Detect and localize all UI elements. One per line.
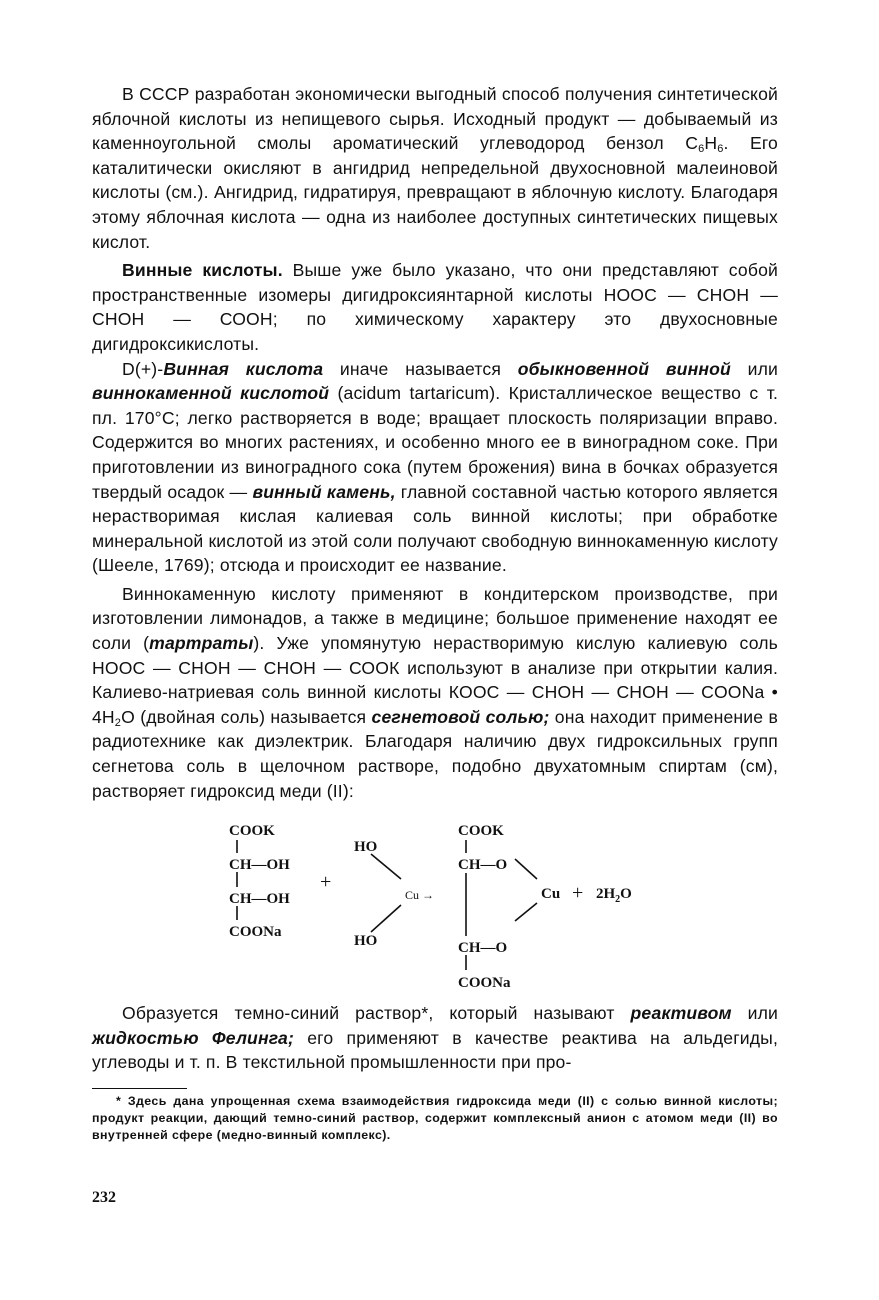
text-fragment: D(+)- <box>122 358 164 379</box>
text-fragment: Н <box>704 133 718 154</box>
paragraph-applications <box>92 582 778 803</box>
copper-complex: Cu <box>541 886 561 903</box>
paragraph-fehling <box>92 1001 778 1075</box>
text-fragment: его применяют в качестве реактива на альдегиды, углеводы и т. п. В текстильной промышленности при про- <box>92 1027 778 1073</box>
text-fragment: иначе называется <box>323 358 518 379</box>
text-fragment: О (двойная соль) называется <box>121 706 372 727</box>
left-ch-oh-2: CH—OH <box>229 891 290 908</box>
right-coona: COONa <box>458 975 511 992</box>
text-fragment: главной составной частью которого является нерастворимая кислая калиевая соль винной кислоты; при обработке минеральной кислотой из этой соли получают свободную виннокаменную кислоту (Шееле, 1769); отсюда и происходит ее название. <box>92 481 778 576</box>
right-cook: COOK <box>458 823 504 840</box>
text-fragment: ). Уже упомянутую нерастворимую кислую калиевую соль НООС — СНОН — СНОН — СООК используют в анализе при открытии калия. Калиево-натриевая соль винной кислоты КООС — СНОН — СНОН — COONa • 4Н <box>92 633 778 727</box>
subscript: 6 <box>717 143 724 156</box>
plus-sign: + <box>320 871 332 894</box>
italic-term: тартраты <box>149 633 254 654</box>
text-fragment: Виннокаменную кислоту применяют в кондитерском производстве, при изготовлении лимонадов, а также в медицине; большое применение находят ее соли ( <box>92 583 778 654</box>
right-ch-o-1: CH—O <box>458 857 508 874</box>
text-fragment: или <box>731 1003 778 1024</box>
page-body <box>92 82 778 1144</box>
page-number: 232 <box>92 1189 116 1206</box>
italic-term: Винная кислота <box>163 358 324 379</box>
hydroxyl-top: HO <box>354 839 378 856</box>
text-fragment: (acidum tartaricum). Кристаллическое вещество с т. пл. 170°С; легко растворяется в воде; вращает плоскость поляризации вправо. Содержится во многих растениях, и особенно много ее в виноградном соке. При приготовлении из виноградного сока (путем брожения) вина в бочках образуется твердый осадок — <box>92 383 778 502</box>
text-fragment: . Его каталитически окисляют в ангидрид непредельной двухосновной малеиновой кислоты (см.). Ангидрид, гидратируя, превращают в яблочную кислоту. Благодаря этому яблочная кислота — одна из наиболее доступных синтетических пищевых кислот. <box>92 133 778 252</box>
italic-term: винный камень, <box>252 481 396 502</box>
paragraph-tartaric-acids <box>92 258 778 356</box>
right-ch-o-2: CH—O <box>458 940 508 957</box>
text-fragment: В СССР разработан экономически выгодный способ получения синтетической яблочной кислоты из непищевого сырья. Исходный продукт — добываемый из каменноугольной смолы ароматический углеводород бензол С <box>92 84 778 154</box>
paragraph-malic-acid-synthesis <box>92 82 778 254</box>
text-fragment: или <box>730 358 778 379</box>
hydroxyl-bottom: HO <box>354 933 378 950</box>
water: $2H_2O$ <box>596 886 632 906</box>
section-heading: Винные кислоты. <box>122 260 283 281</box>
italic-term: реактивом <box>630 1003 732 1024</box>
left-cook: COOK <box>229 823 275 840</box>
text-fragment: Образуется темно-синий раствор*, который называют <box>122 1003 631 1024</box>
italic-term: жидкостью Фелинга; <box>92 1027 294 1048</box>
italic-term: обыкновенной винной <box>517 358 731 379</box>
text-fragment: Выше уже было указано, что они представляют собой пространственные изомеры дигидроксиянтарной кислоты НООС — СНОН — СНОН — СООН; по химическому характеру это двухосновные дигидроксикислоты. <box>92 260 778 354</box>
reaction-scheme <box>92 807 778 995</box>
subscript: 6 <box>698 143 705 156</box>
italic-term: виннокаменной кислотой <box>92 383 330 404</box>
plus-sign-2: + <box>572 882 584 905</box>
italic-term: сегнетовой солью; <box>371 706 550 727</box>
left-coona: COONa <box>229 924 282 941</box>
subscript: 2 <box>114 716 122 729</box>
text-fragment: она находит применение в радиотехнике как диэлектрик. Благодаря наличию двух гидроксильных групп сегнетова соль в щелочном растворе, подобно двухатомным спиртам (см), растворяет гидроксид меди (II): <box>92 706 778 801</box>
copper-arrow: Cu → <box>405 888 435 903</box>
paragraph-d-tartaric-acid <box>92 357 778 578</box>
footnote: * Здесь дана упрощенная схема взаимодействия гидроксида меди (II) с солью винной кислоты; продукт реакции, дающий темно-синий раствор, содержит комплексный анион с атомом меди (II) во внутренней сфере (медно-винный комплекс). <box>92 1094 778 1142</box>
footnote-divider <box>92 1088 187 1089</box>
reaction-scheme-svg <box>92 807 778 995</box>
left-ch-oh-1: CH—OH <box>229 857 290 874</box>
